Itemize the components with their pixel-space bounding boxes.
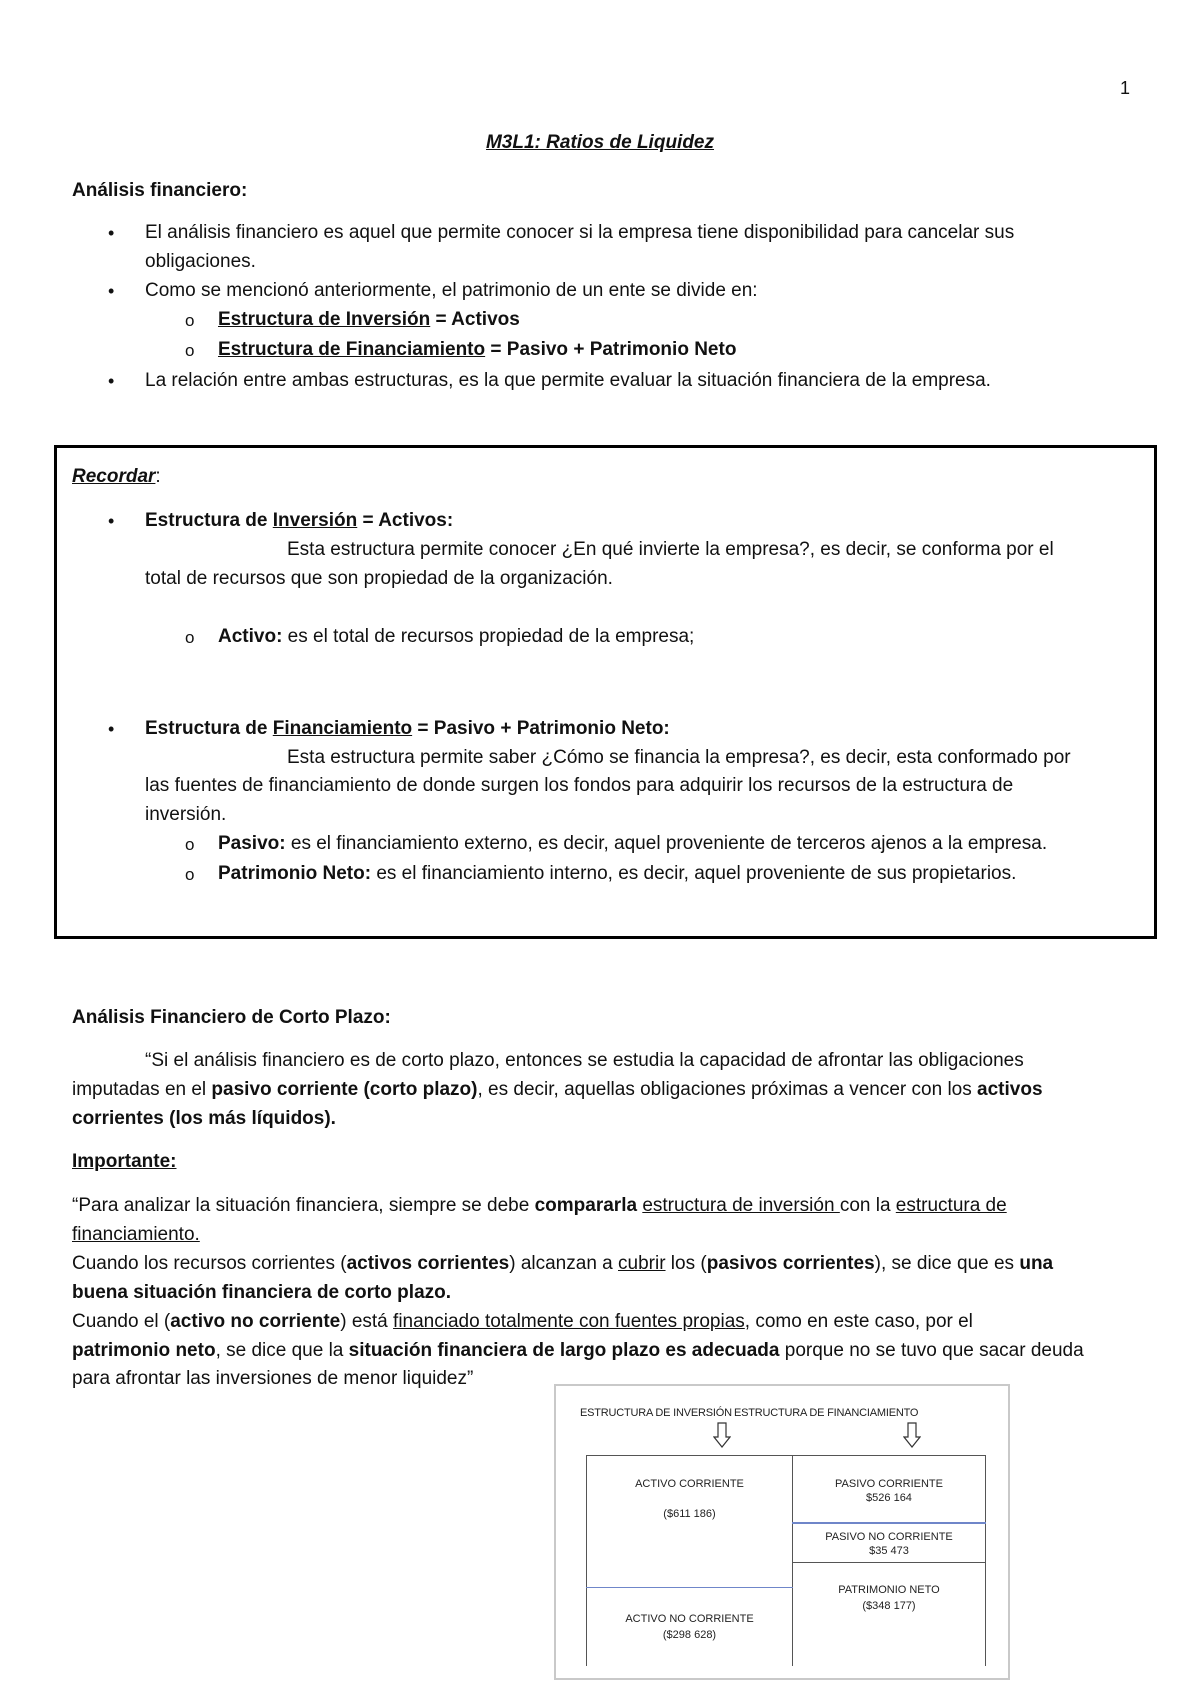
term-pasivos-corrientes: pasivos corrientes [706,1253,875,1274]
pasivo-corriente-label: PASIVO CORRIENTE [835,1478,943,1490]
importante-line [72,1336,1084,1365]
subbullet-marker: o [185,311,195,330]
recordar-financiamiento-desc-continued: las fuentes de financiamiento de donde surgen los fondos para adquirir los recursos de la estructura de [145,775,1014,796]
term-inversion: Inversión [272,510,358,531]
importante-line [72,1307,973,1336]
recordar-label: Recordar [72,466,156,487]
definition-text: es el financiamiento interno, es decir, aquel proveniente de sus propietarios. [371,863,1017,884]
structure-diagram [554,1384,1010,1680]
term-activo-no-corriente: activo no corriente [170,1311,341,1332]
recordar-inversion-title [145,506,453,535]
pasivo-corriente-cell [792,1455,986,1522]
term-definition: = Pasivo + Patrimonio Neto [485,339,737,360]
importante-line [72,1249,1053,1278]
arrow-down-icon [713,1422,731,1448]
corto-plazo-paragraph-continued [72,1075,1043,1104]
bullet-marker: • [108,223,115,243]
term-situacion-largo-plazo: situación financiera de largo plazo es adecuada [348,1340,780,1361]
term-pasivo-corriente: pasivo corriente (corto plazo) [211,1079,478,1100]
text-segment: ) alcanzan a [509,1253,619,1274]
bullet-marker: • [108,719,115,739]
bullet-text-continued: obligaciones. [145,251,256,272]
importante-line: buena situación financiera de corto plazo. [72,1282,452,1303]
text-segment: porque no se tuvo que sacar deuda [779,1340,1084,1361]
text-segment: la [621,1195,643,1216]
subbullet-estructura-inversion [218,305,520,334]
pasivo-corriente-value: $526 164 [866,1492,912,1504]
importante-line [72,1191,1007,1220]
section-heading-importante: Importante: [72,1151,177,1172]
bullet-marker: • [108,511,115,531]
subbullet-estructura-financiamiento [218,335,736,364]
activo-no-corriente-value: ($298 628) [662,1629,717,1641]
bullet-text: Como se mencionó anteriormente, el patrimonio de un ente se divide en: [145,280,758,301]
term-activos-corrientes: activos corrientes [346,1253,510,1274]
text-segment: ), se dice que es [874,1253,1020,1274]
recordar-colon: : [155,466,161,487]
patrimonio-neto-value: ($348 177) [862,1600,916,1612]
pasivo-no-corriente-value: $35 473 [869,1545,909,1557]
text-segment: , es decir, aquellas obligaciones próximas a vencer con los [477,1079,978,1100]
bullet-marker: • [108,371,115,391]
subbullet-marker: o [185,628,195,647]
text-segment: , como en este caso, por el [744,1311,973,1332]
subbullet-marker: o [185,835,195,854]
importante-line: para afrontar las inversiones de menor liquidez” [72,1368,474,1389]
activo-corriente-cell [586,1455,793,1587]
patrimonio-neto-label: PATRIMONIO NETO [838,1584,940,1596]
term-estructura-inversion: estructura de inversión [642,1195,840,1216]
term-activos: activos [977,1079,1043,1100]
recordar-financiamiento-desc-continued: inversión. [145,804,227,825]
text-segment: , se dice que la [215,1340,349,1361]
text-segment: con la [839,1195,896,1216]
term-activo: Activo: [218,626,283,647]
patrimonio-neto-cell [792,1563,986,1666]
text-segment: imputadas en el [72,1079,212,1100]
text-segment: Cuando los recursos corrientes ( [72,1253,347,1274]
corto-plazo-paragraph: “Si el análisis financiero es de corto plazo, entonces se estudia la capacidad de afrontar las obligaciones [145,1050,1024,1071]
corto-plazo-paragraph-continued: corrientes (los más líquidos). [72,1108,336,1129]
term-estructura-financiamiento: estructura de [895,1195,1007,1216]
header-estructura-financiamiento: ESTRUCTURA DE FINANCIAMIENTO [734,1407,919,1419]
document-title: M3L1: Ratios de Liquidez [485,132,715,153]
definition-text: es el financiamiento externo, es decir, aquel proveniente de terceros ajenos a la empresa. [285,833,1048,854]
recordar-pasivo [218,829,1047,858]
recordar-inversion-desc-continued: total de recursos que son propiedad de la organización. [145,568,613,589]
term-patrimonio-neto: Patrimonio Neto: [218,863,372,884]
bullet-text: La relación entre ambas estructuras, es la que permite evaluar la situación financiera de la empresa. [145,370,991,391]
text-segment: Estructura de [145,718,273,739]
term-financiamiento: Financiamiento [272,718,413,739]
text-segment: los ( [665,1253,707,1274]
importante-line: financiamiento. [72,1224,200,1245]
term-pasivo: Pasivo: [218,833,286,854]
subbullet-marker: o [185,865,195,884]
term-patrimonio-neto: patrimonio neto [72,1340,216,1361]
activo-no-corriente-cell [586,1588,793,1666]
recordar-financiamiento-desc: Esta estructura permite saber ¿Cómo se financia la empresa?, es decir, esta conformado por [287,747,1071,768]
term-estructura-inversion: Estructura de Inversión [218,309,431,330]
page-number: 1 [1120,78,1131,98]
text-segment: una [1019,1253,1054,1274]
pasivo-no-corriente-cell [792,1524,986,1562]
recordar-patrimonio-neto [218,859,1016,888]
activo-corriente-value: ($611 186) [663,1508,716,1520]
pasivo-no-corriente-label: PASIVO NO CORRIENTE [825,1531,953,1543]
text-segment: ) está [340,1311,394,1332]
text-segment: “Para analizar la situación financiera, siempre se debe [72,1195,535,1216]
section-heading-analisis: Análisis financiero: [72,180,248,201]
term-comparar: comparar [534,1195,622,1216]
section-heading-corto-plazo: Análisis Financiero de Corto Plazo: [72,1007,391,1028]
text-segment: Estructura de [145,510,273,531]
recordar-heading [72,462,161,491]
term-estructura-financiamiento: Estructura de Financiamiento [218,339,486,360]
activo-corriente-label: ACTIVO CORRIENTE [635,1478,744,1490]
header-estructura-inversion: ESTRUCTURA DE INVERSIÓN [580,1407,732,1419]
term-cubrir: cubrir [618,1253,666,1274]
recordar-inversion-desc: Esta estructura permite conocer ¿En qué invierte la empresa?, es decir, se conforma por el [287,539,1054,560]
term-fuentes-propias: financiado totalmente con fuentes propias [393,1311,745,1332]
recordar-activo [218,622,694,651]
text-segment: Cuando el ( [72,1311,171,1332]
text-segment: = Activos: [357,510,454,531]
arrow-down-icon [903,1422,921,1448]
bullet-text: El análisis financiero es aquel que permite conocer si la empresa tiene disponibilidad para cancelar sus [145,222,1015,243]
recordar-financiamiento-title [145,714,670,743]
definition-text: es el total de recursos propiedad de la empresa; [282,626,695,647]
bullet-marker: • [108,281,115,301]
activo-no-corriente-label: ACTIVO NO CORRIENTE [625,1613,754,1625]
text-segment: = Pasivo + Patrimonio Neto: [412,718,670,739]
term-definition: = Activos [430,309,520,330]
subbullet-marker: o [185,341,195,360]
